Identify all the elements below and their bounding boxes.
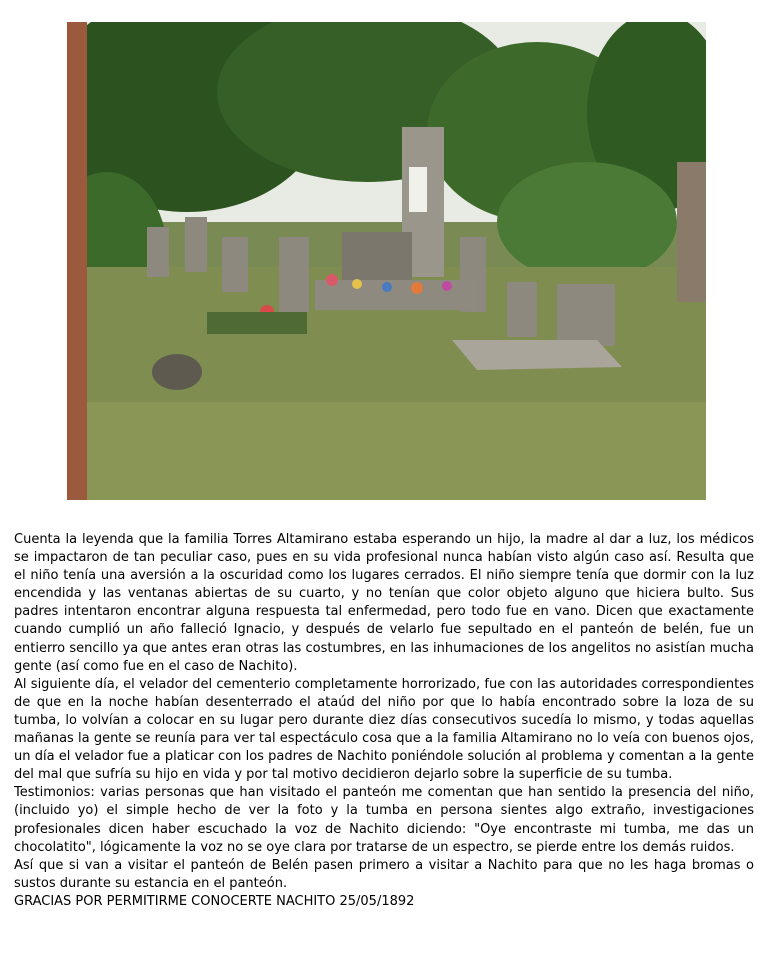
rock xyxy=(152,354,202,390)
closing-line: GRACIAS POR PERMITIRME CONOCERTE NACHITO 25/05/1892 xyxy=(14,893,415,909)
moss-ledge xyxy=(207,312,307,334)
brick-wall xyxy=(67,22,87,500)
legend-text xyxy=(14,531,754,911)
paragraph-next-day: Al siguiente día, el velador del cementerio completamente horrorizado, fue con las autoridades correspondientes de que en la noche habían desenterrado el ataúd del niño por que lo había encontrado sobre la loza de su tumba, lo volvían a colocar en su lugar pero durante diez días consecutivos sucedía lo mismo, y todas aquellas mañanas la gente se reunía para ver tal espectáculo cosa que a la familia Altamirano no lo veía con buenos ojos, un día el velador fue a platicar con los padres de Nachito poniéndole solución al problema y comentan a la gente del mal que sufría su hijo en vida y por tal motivo decidieron dejarlo sobre la superficie de su tumba. xyxy=(14,676,754,783)
paragraph-testimonies: Testimonios: varias personas que han visitado el panteón me comentan que han sentido la presencia del niño, (incluido yo) el simple hecho de ver la foto y la tumba en persona sientes algo extraño, investigaciones profesionales dicen haber escuchado la voz de Nachito diciendo: "Oye encontraste mi tumba, me das un chocolatito", lógicamente la voz no se oye clara por tratarse de un espectro, se pierde entre los demás ruidos. xyxy=(14,785,754,855)
paragraph-legend: Cuenta la leyenda que la familia Torres Altamirano estaba esperando un hijo, la madre al dar a luz, los médicos se impactaron de tan peculiar caso, pues en su vida profesional nunca habían visto algún caso así. Resulta que el niño tenía una aversión a la oscuridad como los lugares cerrados. El niño siempre tenía que dormir con la luz encendida y las ventanas abiertas de su cuarto, y no tenían que color objeto alguno que hiciera bulto. Sus padres intentaron encontrar alguna respuesta tal enfermedad, pero todo fue en vano. Dicen que exactamente cuando cumplió un año falleció Ignacio, y después de velarlo fue sepultado en el panteón de belén, fue un entierro sencillo ya que antes eran otras las costumbres, en las inhumaciones de los angelitos no asistían mucha gente (así como fue en el caso de Nachito). xyxy=(14,532,754,674)
cemetery-scene xyxy=(67,22,706,500)
grave-slab xyxy=(452,340,622,370)
building xyxy=(677,162,706,302)
cemetery-photo xyxy=(67,22,706,500)
paragraph-visit: Así que si van a visitar el panteón de Belén pasen primero a visitar a Nachito para que no les haga bromas o sustos durante su estancia en el panteón. xyxy=(14,857,754,891)
grass-foreground xyxy=(67,402,706,500)
